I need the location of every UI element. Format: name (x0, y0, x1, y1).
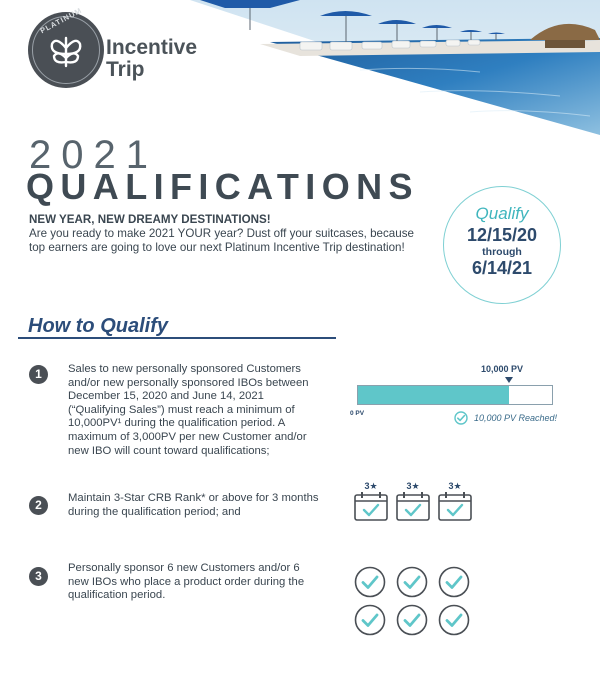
step-1-line: Sales to new personally sponsored Customers (68, 363, 301, 375)
check-circle-icon (396, 604, 428, 636)
qualify-through: through (482, 246, 522, 258)
calendar-icon (396, 491, 430, 521)
pv-reached-label: 10,000 PV Reached! (474, 413, 558, 423)
calendar-star-label: 3★ (364, 481, 378, 491)
check-circle-icon (396, 566, 428, 598)
step-3-line: qualification period. (68, 589, 166, 602)
step-number-3: 3 (29, 567, 48, 586)
brand-name (106, 37, 197, 81)
platinum-logo (28, 5, 104, 88)
step-1-line: 10,000PV¹ during the qualification period. A (68, 417, 286, 430)
step-number-2: 2 (29, 496, 48, 515)
pv-progress-fill (358, 386, 509, 404)
intro-body: Are you ready to make 2021 YOUR year? Dust off your suitcases, because top earners are going to love our next Platinum Incentive Trip destination! (29, 226, 414, 254)
calendar-icon (354, 491, 388, 521)
check-circle-icon (354, 566, 386, 598)
step-2-text (68, 492, 348, 519)
step-number-1: 1 (29, 365, 48, 384)
intro-block (29, 213, 429, 254)
brand-name-line1: Incentive (106, 36, 198, 59)
section-heading: How to Qualify (28, 315, 168, 337)
calendar-check-icon (354, 483, 388, 523)
page-year: 2021 (29, 133, 158, 177)
calendar-star-label: 3★ (448, 481, 462, 491)
qualify-start-date: 12/15/20 (466, 225, 538, 245)
calendar-check-icon (438, 483, 472, 523)
step-3-line: new IBOs who place a product order during the (68, 575, 305, 588)
step-1-line: December 15, 2020 and June 14, 2021 (68, 390, 264, 403)
step-1-line: (“Qualifying Sales”) must reach a minimum of (68, 403, 295, 416)
calendar-star-label: 3★ (406, 481, 420, 491)
calendar-icon (438, 491, 472, 521)
pv-target-marker-icon (505, 377, 513, 383)
pv-zero-label: 0 PV (350, 410, 365, 417)
qualify-label: Qualify (475, 204, 529, 223)
pv-target-label: 10,000 PV (481, 364, 524, 374)
intro-headline: NEW YEAR, NEW DREAMY DESTINATIONS! (29, 213, 271, 226)
check-circle-icon (438, 566, 470, 598)
page-title: QUALIFICATIONS (26, 166, 419, 207)
step-1-line: maximum of 3,000PV per new Customer and/or (68, 430, 307, 443)
qualify-end-date: 6/14/21 (471, 258, 533, 278)
step-3-text (68, 562, 338, 603)
step-1-text (68, 363, 343, 458)
check-circle-icon (454, 411, 468, 425)
qualify-period-circle (443, 186, 561, 304)
step-2-line: Maintain 3-Star CRB Rank* or above for 3 months (68, 492, 319, 504)
pv-progress-bar (357, 385, 553, 405)
logo-badge-text: PLATINUM (38, 5, 84, 36)
section-divider (18, 337, 336, 339)
calendar-check-icon (396, 483, 430, 523)
step-1-line: and/or new personally sponsored IBOs between (68, 376, 309, 389)
step-1-line: new IBO will count toward qualifications; (68, 444, 270, 457)
check-circle-icon (438, 604, 470, 636)
step-2-line: during the qualification period; and (68, 505, 241, 518)
brand-name-line2: Trip (106, 58, 145, 81)
leaf-icon (46, 32, 86, 70)
step-3-line: Personally sponsor 6 new Customers and/or 6 (68, 562, 300, 574)
check-circle-icon (354, 604, 386, 636)
